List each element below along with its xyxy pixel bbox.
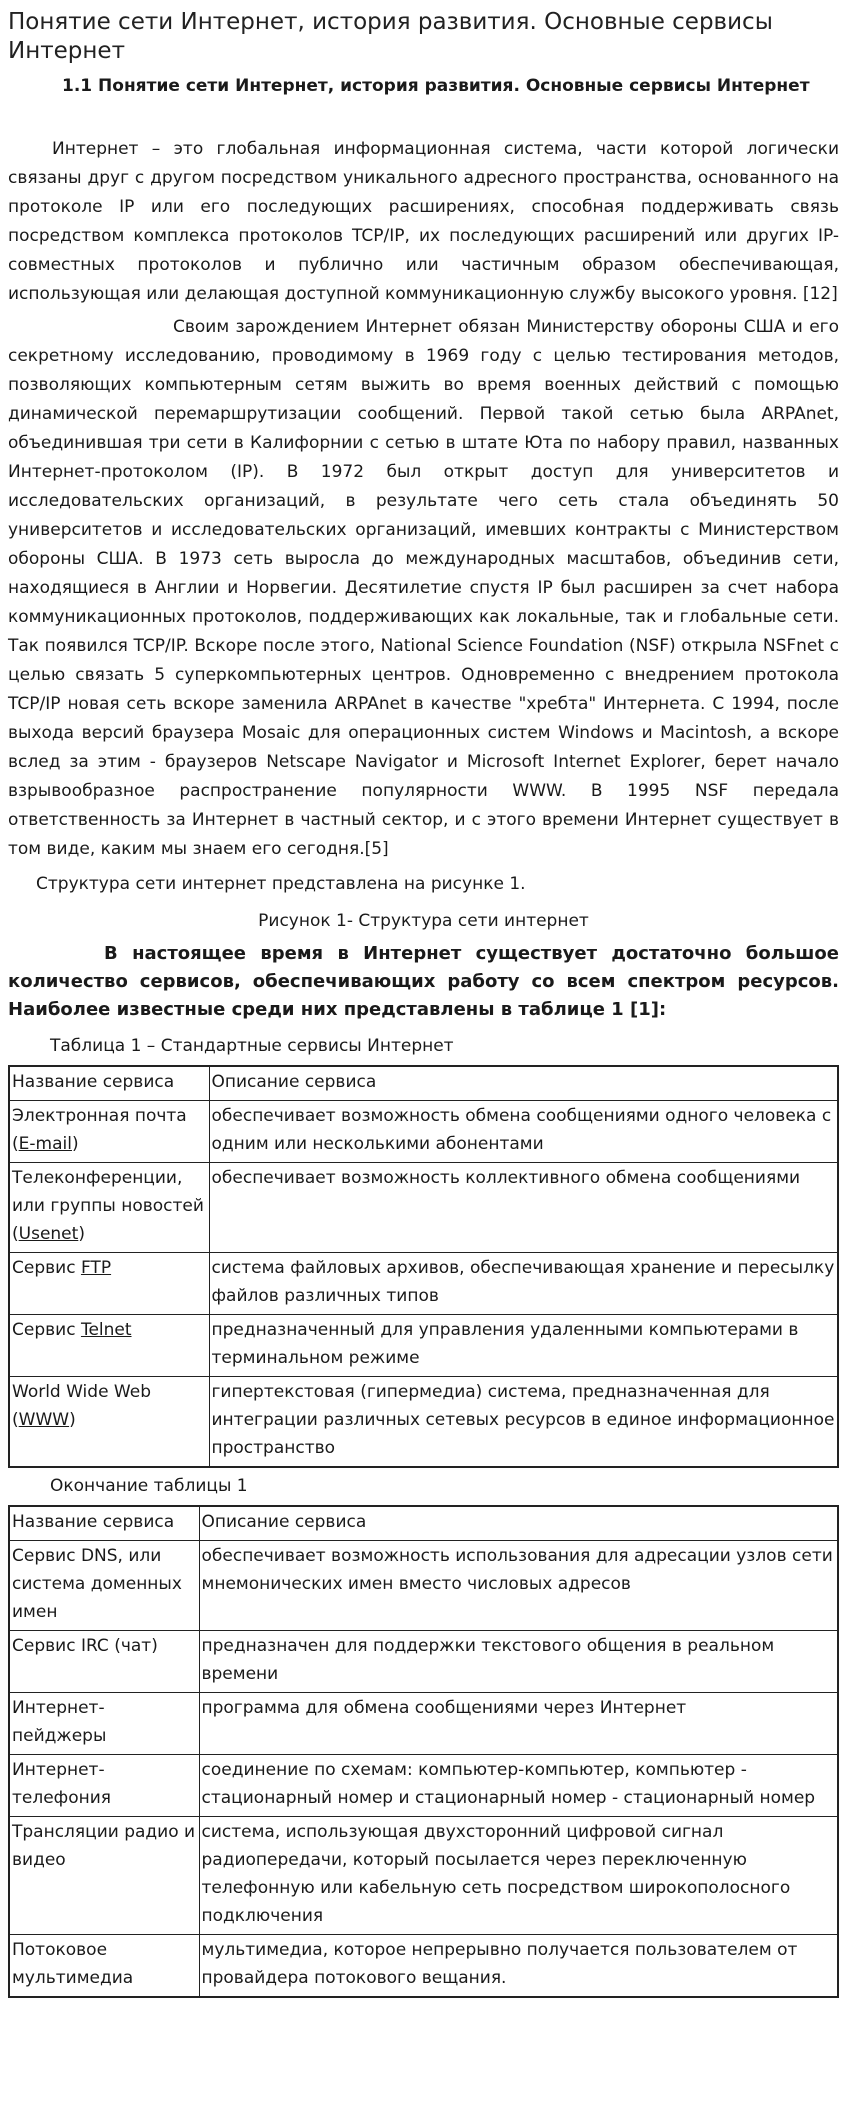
service-link[interactable]: E-mail <box>18 1134 72 1154</box>
spacer <box>8 107 839 135</box>
service-name-cell: Потоковое мультимедиа <box>9 1935 199 1998</box>
service-desc-cell: программа для обмена сообщениями через Интернет <box>199 1693 838 1755</box>
service-name-cell: Сервис DNS, или система доменных имен <box>9 1541 199 1631</box>
figure-caption: Рисунок 1- Структура сети интернет <box>258 911 589 931</box>
table-header-row <box>9 1066 838 1101</box>
table-row <box>9 1101 838 1163</box>
service-desc-cell: обеспечивает возможность использования для адресации узлов сети мнемонических имен вместо числовых адресов <box>199 1541 838 1631</box>
service-desc-cell: гипертекстовая (гипермедиа) система, предназначенная для интеграции различных сетевых ресурсов в единое информационное пространство <box>209 1377 838 1468</box>
service-name-cell: Сервис IRC (чат) <box>9 1631 199 1693</box>
header-cell-desc: Описание сервиса <box>209 1066 838 1101</box>
service-name-cell: Сервис Telnet <box>9 1315 209 1377</box>
table-row <box>9 1163 838 1253</box>
table-header-row <box>9 1506 838 1541</box>
header-cell-desc: Описание сервиса <box>199 1506 838 1541</box>
table-row <box>9 1755 838 1817</box>
paragraph-definition: Интернет – это глобальная информационная система, части которой логически связаны друг с другом посредством уникального адресного пространства, основанного на протоколе IP или его последующих расширениях, способная поддерживать связь посредством комплекса протоколов TCP/IP, их последующих расширений или других IP-совместных протоколов и публично или частичным образом обеспечивающая, использующая или делающая доступной коммуникационную службу высокого уровня. [12] <box>8 139 839 304</box>
service-link[interactable]: Usenet <box>18 1224 79 1244</box>
service-name-cell: World Wide Web (WWW) <box>9 1377 209 1468</box>
page-title: Понятие сети Интернет, история развития. Основные сервисы Интернет <box>8 9 773 64</box>
service-link[interactable]: FTP <box>80 1258 112 1278</box>
service-desc-cell: предназначенный для управления удаленными компьютерами в терминальном режиме <box>209 1315 838 1377</box>
header-cell-name: Название сервиса <box>9 1506 199 1541</box>
table1-title: Таблица 1 – Стандартные сервисы Интернет <box>50 1036 454 1056</box>
service-name-cell: Интернет-телефония <box>9 1755 199 1817</box>
service-desc-cell: обеспечивает возможность коллективного обмена сообщениями <box>209 1163 838 1253</box>
service-link[interactable]: Telnet <box>80 1320 132 1340</box>
service-name-cell: Трансляции радио и видео <box>9 1817 199 1935</box>
service-desc-cell: система файловых архивов, обеспечивающая хранение и пересылку файлов различных типов <box>209 1253 838 1315</box>
paragraph-history: Своим зарождением Интернет обязан Министерству обороны США и его секретному исследованию, проводимому в 1969 году с целью тестирования методов, позволяющих компьютерным сетям выжить во время военных действий с помощью динамической перемаршрутизации сообщений. Первой такой сетью была ARPAnet, объединившая три сети в Калифорнии с сетью в штате Юта по набору правил, названных Интернет-протоколом (IP). В 1972 был открыт доступ для университетов и исследовательских организаций, в результате чего сеть стала объединять 50 университетов и исследовательских организаций, имевших контракты с Министерством обороны США. В 1973 сеть выросла до международных масштабов, объединив сети, находящиеся в Англии и Норвегии. Десятилетие спустя IP был расширен за счет набора коммуникационных протоколов, поддерживающих как локальные, так и глобальные сети. Так появился TCP/IP. Вскоре после этого, National Science Foundation (NSF) открыла NSFnet с целью связать 5 суперкомпьютерных центров. Одновременно с внедрением протокола TCP/IP новая сеть вскоре заменила ARPAnet в качестве "хребта" Интернета. С 1994, после выхода версий браузера Mosaic для операционных систем Windows и Macintosh, а вскоре вслед за этим - браузеров Netscape Navigator и Microsoft Internet Explorer, берет начало взрывообразное распространение популярности WWW. В 1995 NSF передала ответственность за Интернет в частный сектор, и с этого времени Интернет существует в том виде, каким мы знаем его сегодня.[5] <box>8 317 839 859</box>
service-desc-cell: обеспечивает возможность обмена сообщениями одного человека с одним или несколькими абонентами <box>209 1101 838 1163</box>
table-row <box>9 1693 838 1755</box>
section-heading: 1.1 Понятие сети Интернет, история развития. Основные сервисы Интернет <box>62 76 810 96</box>
header-cell-name: Название сервиса <box>9 1066 209 1101</box>
service-name-cell: Сервис FTP <box>9 1253 209 1315</box>
table-row <box>9 1541 838 1631</box>
table-row <box>9 1315 838 1377</box>
services-table-continued <box>8 1505 839 1998</box>
paragraph-structure-ref: Структура сети интернет представлена на рисунке 1. <box>36 874 526 894</box>
service-link[interactable]: WWW <box>18 1410 70 1430</box>
table-row <box>9 1935 838 1998</box>
paragraph-services-intro: В настоящее время в Интернет существует достаточно большое количество сервисов, обеспечивающих работу со всем спектром ресурсов. Наиболее известные среди них представлены в таблице 1 [1]: <box>8 943 839 1020</box>
table-row <box>9 1631 838 1693</box>
table-row <box>9 1377 838 1468</box>
table-row <box>9 1253 838 1315</box>
service-desc-cell: соединение по схемам: компьютер-компьютер, компьютер - стационарный номер и стационарный номер - стационарный номер <box>199 1755 838 1817</box>
table-row <box>9 1817 838 1935</box>
service-desc-cell: система, использующая двухсторонний цифровой сигнал радиопередачи, который посылается через переключенную телефонную или кабельную сеть посредством широкополосного подключения <box>199 1817 838 1935</box>
service-name-cell: Телеконференции, или группы новостей (Usenet) <box>9 1163 209 1253</box>
table2-title: Окончание таблицы 1 <box>50 1476 248 1496</box>
service-name-cell: Электронная почта (E-mail) <box>9 1101 209 1163</box>
service-desc-cell: мультимедиа, которое непрерывно получается пользователем от провайдера потокового вещания. <box>199 1935 838 1998</box>
services-table <box>8 1065 839 1468</box>
service-desc-cell: предназначен для поддержки текстового общения в реальном времени <box>199 1631 838 1693</box>
service-name-cell: Интернет-пейджеры <box>9 1693 199 1755</box>
